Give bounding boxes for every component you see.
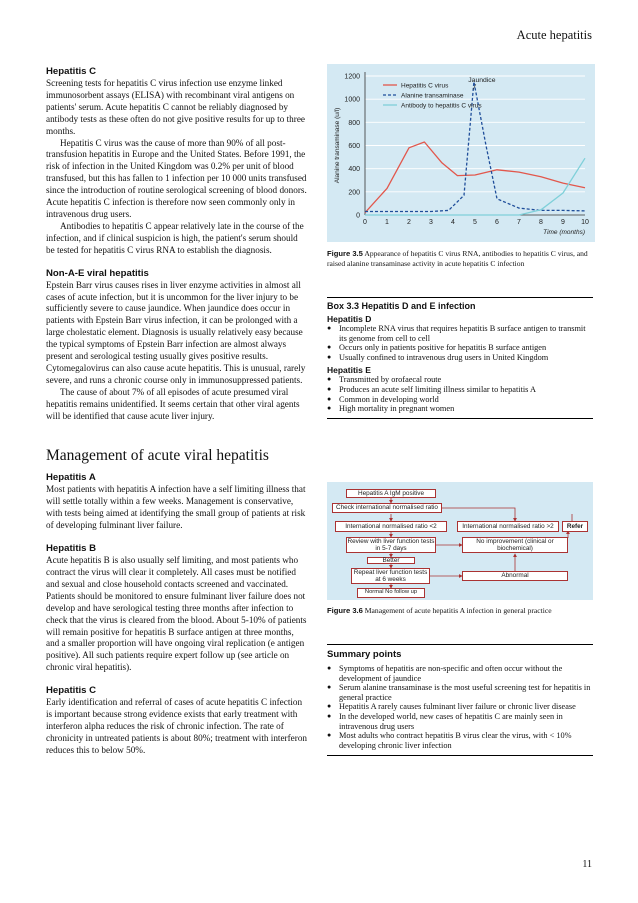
list-item: ● Transmitted by orofaecal route	[327, 375, 593, 385]
y-axis-label: Alanine transaminase (u/l)	[334, 107, 341, 184]
running-head: Acute hepatitis	[516, 28, 592, 42]
list-item: ● Common in developing world	[327, 395, 593, 405]
x-tick-label: 8	[539, 219, 543, 226]
list-item: ● Most adults who contract hepatitis B virus clear the virus, with < 10% developing chronic liver infection	[327, 731, 593, 750]
figure-3-6-caption	[327, 606, 593, 616]
y-tick-label: 200	[348, 189, 360, 197]
legend-label: Antibody to hepatitis C virus	[401, 102, 482, 110]
section-heading-hepatitis-c-mgmt: Hepatitis C	[46, 685, 97, 697]
box-subheading-hepatitis-d: Hepatitis D	[327, 314, 372, 324]
left-column	[46, 66, 308, 757]
list-item: ● Serum alanine transaminase is the most useful screening test for hepatitis in general practice	[327, 683, 593, 702]
list-item: ● Hepatitis A rarely causes fulminant liver failure or chronic liver disease	[327, 702, 593, 712]
connector	[442, 508, 515, 521]
summary-list	[327, 664, 593, 750]
node-no-improvement: No improvement (clinical or biochemical)	[462, 537, 568, 553]
caption-text: Management of acute hepatitis A infection in general practice	[364, 606, 552, 615]
x-tick-label: 7	[517, 219, 521, 226]
y-tick-label: 1000	[344, 96, 360, 104]
node-refer: Refer	[562, 521, 588, 532]
node-igm-positive: Hepatitis A IgM positive	[346, 489, 436, 498]
box-3-3	[327, 297, 593, 419]
paragraph: Acute hepatitis B is also usually self limiting, and most patients who contract the virus will clear it completely. All cases must be notified and sexual and close household contacts screened and vaccinated. Patients should be monitored to ensure fulminant liver failure does not develop and have serological testing three months after infection to check that the virus is cleared from the blood. About 5-10% of patients will remain positive for hepatitis B surface antigen at three months, and a smaller proportion will have ongoing viral replication (e antigen positive). All such patients require expert follow up (see article on chronic viral hepatitis).	[46, 555, 307, 673]
summary-title: Summary points	[327, 649, 402, 660]
node-review-lft: Review with liver function tests in 5-7 days	[347, 537, 435, 552]
jaundice-annotation: Jaundice	[468, 77, 496, 84]
y-tick-label: 1200	[344, 73, 360, 81]
y-tick-label: 0	[356, 212, 360, 220]
y-tick-label: 800	[348, 119, 360, 127]
box-subheading-hepatitis-e: Hepatitis E	[327, 365, 371, 376]
node-normal: Normal No follow up	[357, 588, 425, 598]
main-heading-management: Management of acute viral hepatitis	[46, 447, 269, 465]
box-title: Box 3.3 Hepatitis D and E infection	[327, 301, 476, 311]
paragraph: Epstein Barr virus causes rises in liver enzyme activities in almost all cases of acute infection, but it is uncommon for the liver injury to be sufficiently severe to cause jaundice. When jaundice does occur in patients with Epstein Barr virus infection, it can be prolonged with a large cholestatic element. Diagnosis is usually relatively easy because the typical symptoms of Epstein Barr infection are almost always present and serological testing usually gives positive results. Cytomegalovirus can also cause acute hepatitis. This is unusual, rarely severe, and runs a chronic course only in immunosuppressed patients.	[46, 279, 306, 385]
paragraph: Antibodies to hepatitis C appear relatively late in the course of the infection, and if clinical suspicion is high, the patient's serum should be tested for hepatitis C virus RNA to establish the diagnosis.	[46, 220, 304, 255]
section-heading-hepatitis-a: Hepatitis A	[46, 472, 96, 484]
list-item: ● Occurs only in patients positive for hepatitis B surface antigen	[327, 343, 593, 353]
x-tick-label: 0	[363, 219, 367, 226]
list-item: ● Produces an acute self limiting illness similar to hepatitis A	[327, 385, 593, 395]
paragraph: The cause of about 7% of all episodes of acute presumed viral hepatitis remains unidentified. It seems certain that other viral agents will be identified that cause acute liver injury.	[46, 386, 300, 421]
node-repeat-lft: Repeat liver function tests at 6 weeks	[351, 568, 430, 584]
list-item: ● In the developed world, new cases of hepatitis C are mainly seen in intravenous drug users	[327, 712, 593, 731]
node-abnormal: Abnormal	[462, 571, 568, 581]
paragraph: Most patients with hepatitis A infection have a self limiting illness that will settle totally within a few weeks. Management is conservative, with tests being aimed at identifying the small group of patients at risk of developing fulminant liver failure.	[46, 484, 306, 531]
hepatitis-e-list	[327, 375, 593, 413]
x-tick-label: 4	[451, 219, 455, 226]
summary-points-box	[327, 644, 593, 756]
section-heading-hepatitis-b: Hepatitis B	[46, 543, 97, 555]
section-heading-non-ae: Non-A-E viral hepatitis	[46, 267, 149, 279]
node-inr-above-2: International normalised ratio >2	[457, 521, 559, 532]
y-tick-label: 400	[348, 166, 360, 174]
page-number: 11	[582, 859, 592, 870]
list-item: ● Incomplete RNA virus that requires hepatitis B surface antigen to transmit its genome from cell to cell	[327, 324, 593, 343]
acute-hepatitis-c-chart	[327, 64, 595, 242]
y-tick-label: 600	[348, 143, 360, 150]
x-tick-label: 1	[385, 219, 389, 226]
hepatitis-d-list	[327, 324, 593, 362]
caption-text: Appearance of hepatitis C virus RNA, antibodies to hepatitis C virus, and raised alanine transaminase activity in acute hepatitis C infection	[327, 249, 588, 268]
paragraph: Early identification and referral of cases of acute hepatitis C infection is important because strong evidence exists that early treatment with interferon alpha reduces the risk of chronic infection. The rate of chronicity in untreated patients is about 80%; treatment with interferon reduces this to below 50%.	[46, 697, 308, 755]
x-tick-label: 9	[561, 219, 565, 226]
x-tick-label: 2	[407, 219, 411, 226]
x-axis-label: Time (months)	[543, 229, 585, 236]
figure-3-5	[327, 64, 595, 242]
list-item: ● Usually confined to intravenous drug users in United Kingdom	[327, 353, 593, 363]
list-item: ● Symptoms of hepatitis are non-specific and often occur without the development of jaundice	[327, 664, 593, 683]
node-check-inr: Check international normalised ratio	[332, 503, 442, 513]
node-better: Better	[367, 557, 415, 564]
x-tick-label: 6	[495, 219, 499, 226]
section-heading-hepatitis-c: Hepatitis C	[46, 66, 97, 77]
node-inr-below-2: International normalised ratio <2	[335, 521, 447, 532]
paragraph: Hepatitis C virus was the cause of more than 90% of all post-transfusion hepatitis in Europe and the United States. Before 1991, the risk of infection in the United Kingdom was 0.2% per unit of blood transfused, but this has fallen to 1 infection per 10 000 units transfused since the introduction of routine serological screening of blood donors. Acute hepatitis C infection is therefore now seen commonly only in intravenous drug users.	[46, 137, 307, 219]
figure-3-5-caption	[327, 249, 593, 269]
legend-label: Hepatitis C virus	[401, 82, 449, 90]
x-tick-label: 5	[473, 219, 477, 226]
figure-3-6-flowchart	[327, 482, 593, 600]
x-tick-label: 10	[581, 219, 589, 226]
legend-label: Alanine transaminase	[401, 92, 464, 100]
x-tick-label: 3	[429, 219, 433, 226]
paragraph: Screening tests for hepatitis C virus infection use enzyme linked immunosorbent assays (ELISA) with recombinant viral antigens on patients' serum. Acute hepatitis C cannot be reliably diagnosed by antibody tests as these often do not give positive results for up to three months.	[46, 78, 305, 136]
caption-label: Figure 3.5	[327, 249, 363, 258]
list-item: ● High mortality in pregnant women	[327, 404, 593, 414]
caption-label: Figure 3.6	[327, 606, 363, 615]
